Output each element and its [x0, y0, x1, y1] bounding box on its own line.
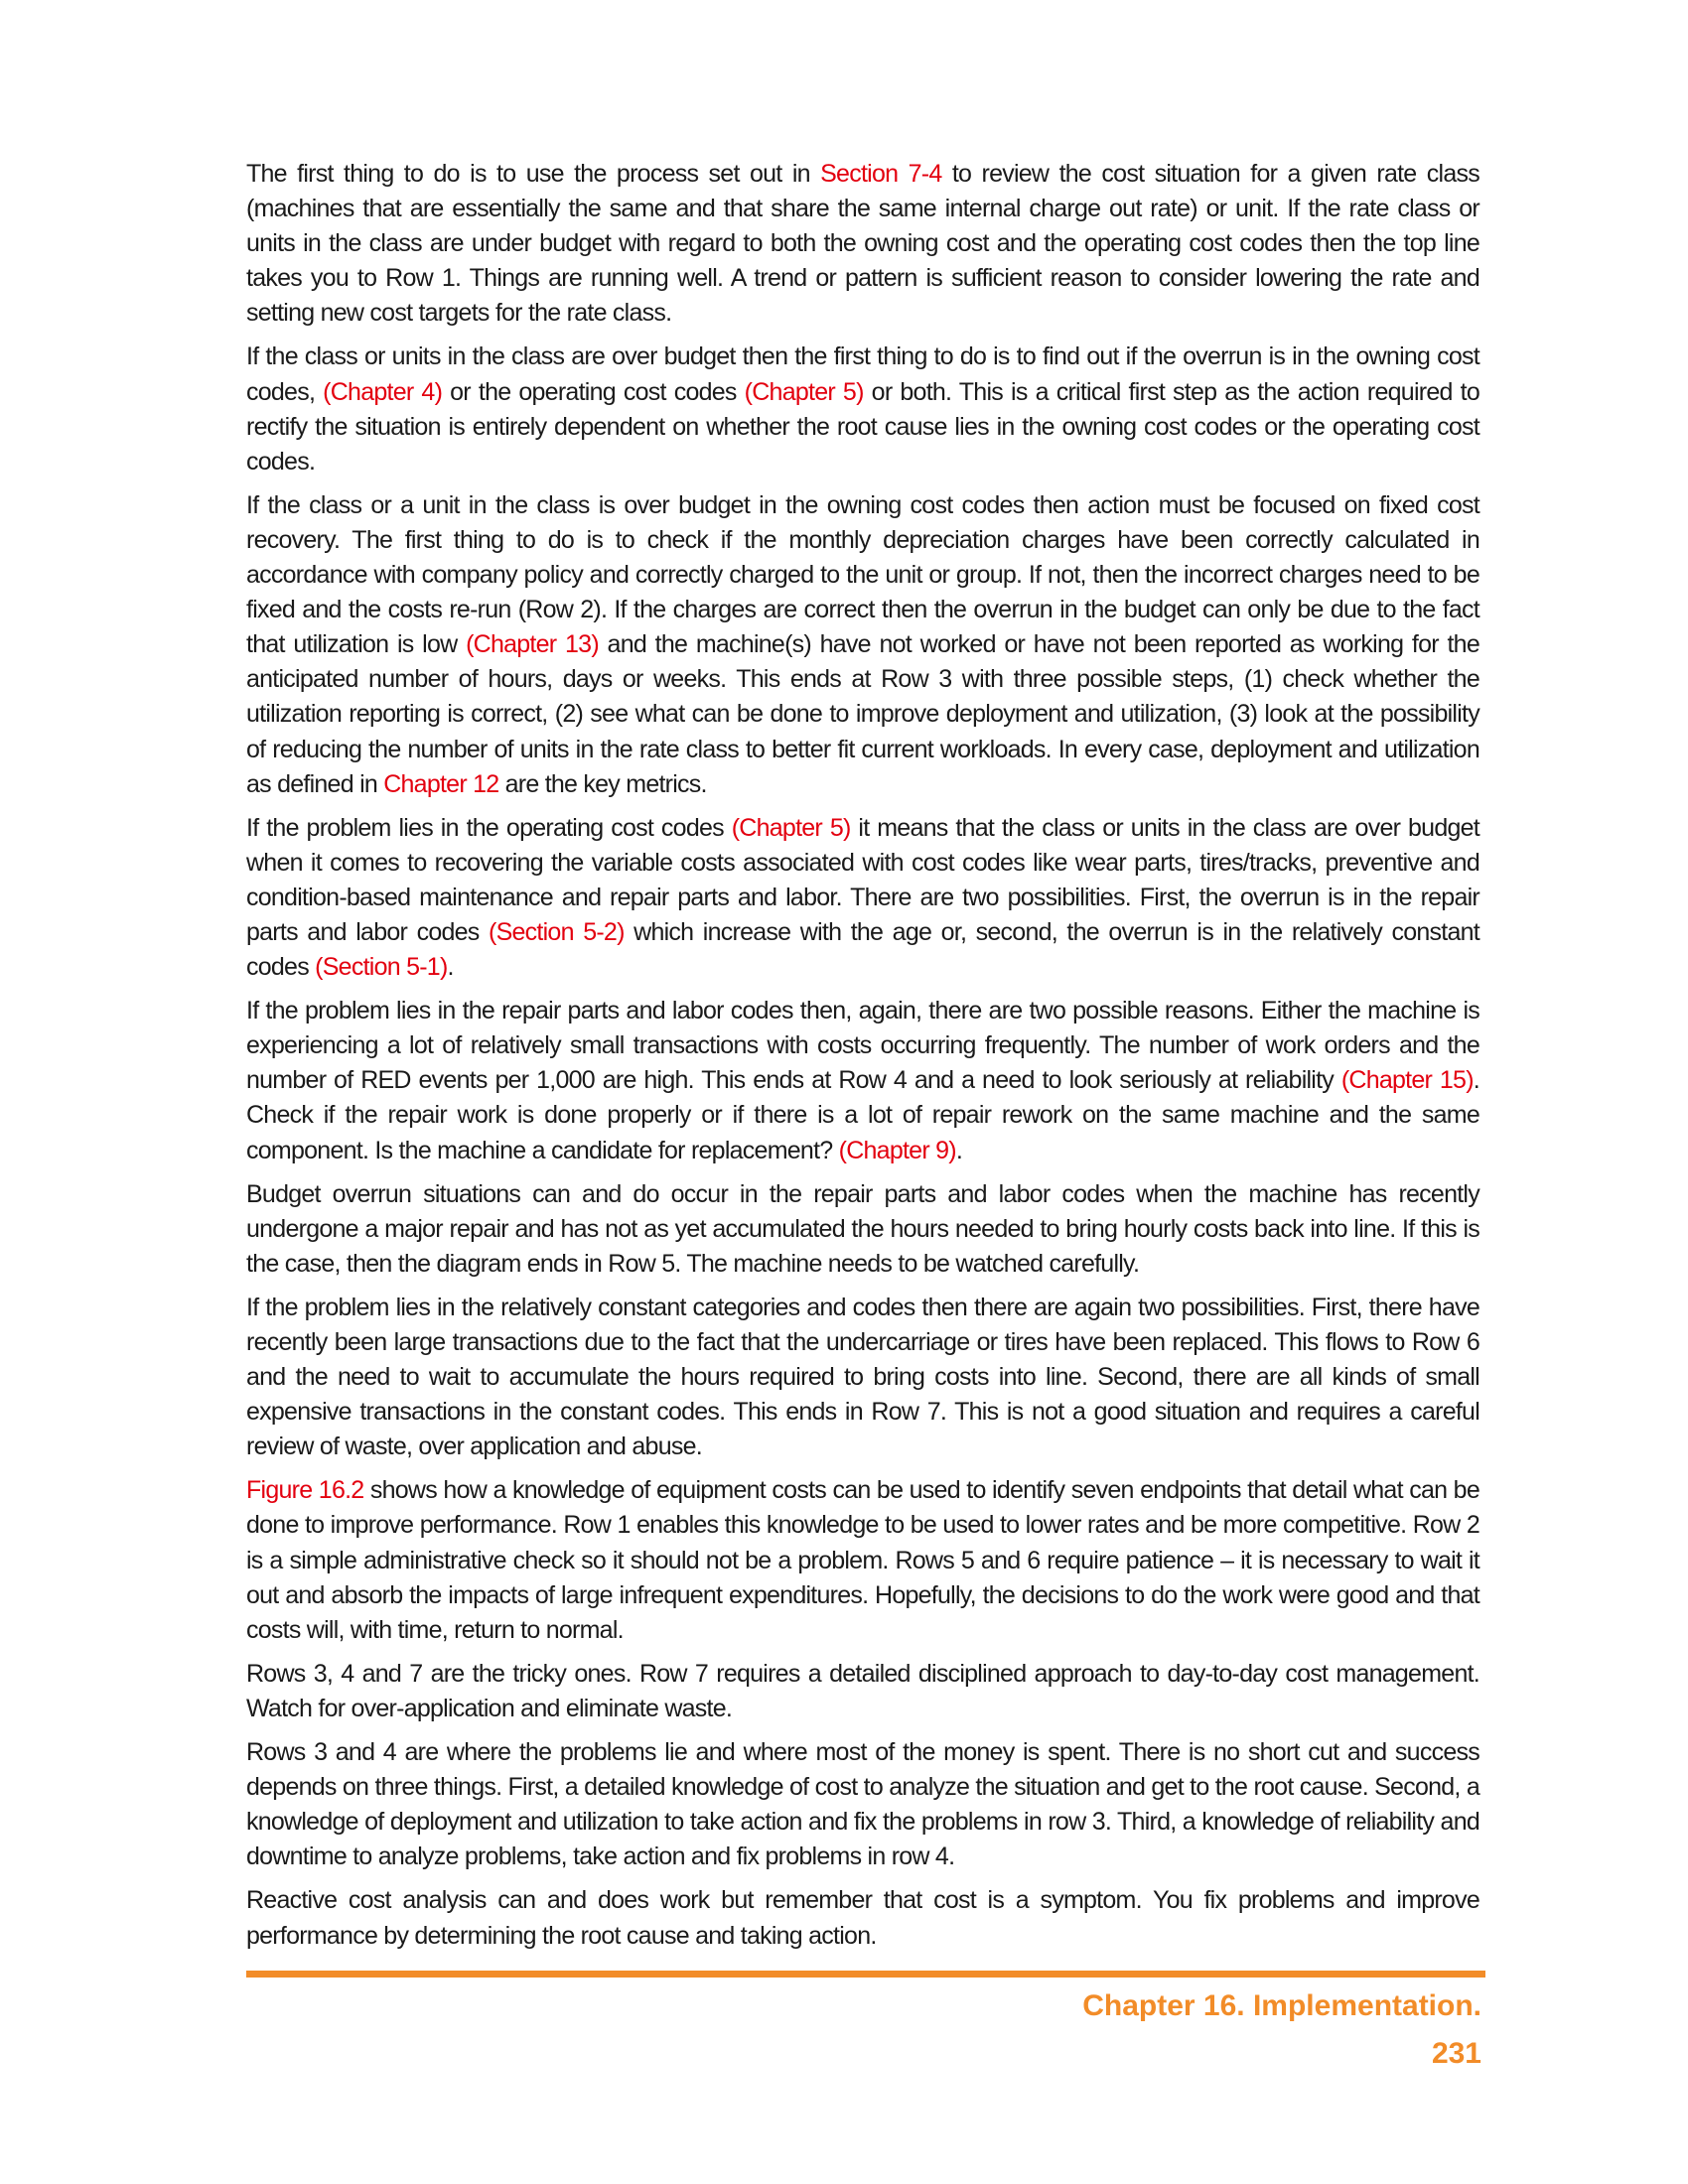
- cross-reference-link[interactable]: Figure 16.2: [246, 1476, 364, 1505]
- cross-reference-link[interactable]: (Chapter 15): [1340, 1066, 1474, 1095]
- paragraph-text: .: [447, 953, 454, 982]
- paragraph: [246, 1657, 1479, 1726]
- page-number: 231: [1431, 2037, 1481, 2070]
- paragraph: [246, 1883, 1479, 1953]
- paragraph-text: or both. This is a critical first step as the action required to rectify the situation is entirely dependent on whether the root cause lies in the owning cost codes or the operating cost codes.: [246, 377, 1479, 476]
- cross-reference-link[interactable]: (Chapter 9): [838, 1136, 956, 1164]
- paragraph-text: If the problem lies in the repair parts and labor codes then, again, there are two possible reasons. Either the machine is experiencing a lot of relatively small transactions with costs occurring frequently. The number of work orders and the number of RED events per 1,000 are high. This ends at Row 4 and a need to look seriously at reliability: [246, 997, 1479, 1095]
- footer-chapter-title: Chapter 16. Implementation.: [1082, 1989, 1481, 2022]
- cross-reference-link[interactable]: (Chapter 5): [731, 813, 851, 842]
- paragraph-text: shows how a knowledge of equipment costs can be used to identify seven endpoints that detail what can be done to improve performance. Row 1 enables this knowledge to be used to lower rates and be more competitive. Row 2 is a simple administrative check so it should not be a problem. Rows 5 and 6 require patience – it is necessary to wait it out and absorb the impacts of large infrequent expenditures. Hopefully, the decisions to do the work were good and that costs will, with time, return to normal.: [246, 1476, 1479, 1644]
- cross-reference-link[interactable]: Section 7-4: [820, 160, 942, 188]
- paragraph: [246, 488, 1479, 802]
- paragraph: [246, 157, 1479, 331]
- paragraph-text: Rows 3 and 4 are where the problems lie and where most of the money is spent. There is no short cut and success depends on three things. First, a detailed knowledge of cost to analyze the situation and get to the root cause. Second, a knowledge of deployment and utilization to take action and fix the problems in row 3. Third, a knowledge of reliability and downtime to analyze problems, take action and fix problems in row 4.: [246, 1738, 1479, 1871]
- cross-reference-link[interactable]: (Section 5-1): [315, 953, 448, 982]
- paragraph-text: If the problem lies in the operating cost codes: [246, 813, 732, 842]
- paragraph-text: If the class or a unit in the class is over budget in the owning cost codes then action must be focused on fixed cost recovery. The first thing to do is to check if the monthly depreciation charges have been correctly calculated in accordance with company policy and correctly charged to the unit or group. If not, then the incorrect charges need to be fixed and the costs re-run (Row 2). If the charges are correct then the overrun in the budget can only be due to the fact that utilization is low: [246, 490, 1479, 659]
- cross-reference-link[interactable]: (Chapter 5): [744, 377, 864, 406]
- paragraph-text: are the key metrics.: [498, 769, 707, 798]
- body-text: [246, 157, 1479, 1963]
- paragraph: [246, 340, 1479, 478]
- paragraph-text: . Check if the repair work is done properly or if there is a lot of repair rework on the same machine and the same component. Is the machine a candidate for replacement?: [246, 1066, 1479, 1164]
- cross-reference-link[interactable]: (Chapter 13): [466, 630, 599, 659]
- paragraph: [246, 1473, 1479, 1647]
- footer-rule: [246, 1971, 1485, 1978]
- paragraph: [246, 811, 1479, 985]
- paragraph-text: which increase with the age or, second, the overrun is in the relatively constant codes: [246, 917, 1479, 982]
- paragraph: [246, 1177, 1479, 1282]
- cross-reference-link[interactable]: (Chapter 4): [323, 377, 443, 406]
- paragraph-text: The first thing to do is to use the process set out in: [246, 160, 821, 188]
- paragraph: [246, 1291, 1479, 1464]
- paragraph-text: it means that the class or units in the class are over budget when it comes to recovering the variable costs associated with cost codes like wear parts, tires/tracks, preventive and condition-based maintenance and repair parts and labor. There are two possibilities. First, the overrun is in the repair parts and labor codes: [246, 813, 1479, 946]
- paragraph: [246, 1735, 1479, 1874]
- paragraph-text: If the class or units in the class are over budget then the first thing to do is to find out if the overrun is in the owning cost codes,: [246, 342, 1479, 406]
- paragraph-text: or the operating cost codes: [442, 377, 745, 406]
- paragraph-text: If the problem lies in the relatively constant categories and codes then there are again two possibilities. First, there have recently been large transactions due to the fact that the undercarriage or tires have been replaced. This flows to Row 6 and the need to wait to accumulate the hours required to bring costs into line. Second, there are all kinds of small expensive transactions in the constant codes. This ends in Row 7. This is not a good situation and requires a careful review of waste, over application and abuse.: [246, 1293, 1479, 1461]
- paragraph-text: Rows 3, 4 and 7 are the tricky ones. Row 7 requires a detailed disciplined approach to day-to-day cost management. Watch for over-application and eliminate waste.: [246, 1659, 1479, 1722]
- paragraph-text: to review the cost situation for a given rate class (machines that are essentially the same and that share the same internal charge out rate) or unit. If the rate class or units in the class are under budget with regard to both the owning cost and the operating cost codes then the top line takes you to Row 1. Things are running well. A trend or pattern is sufficient reason to consider lowering the rate and setting new cost targets for the rate class.: [246, 160, 1480, 328]
- paragraph-text: Budget overrun situations can and do occur in the repair parts and labor codes when the machine has recently undergone a major repair and has not as yet accumulated the hours needed to bring hourly costs back into line. If this is the case, then the diagram ends in Row 5. The machine needs to be watched carefully.: [246, 1179, 1479, 1278]
- cross-reference-link[interactable]: (Section 5-2): [489, 917, 625, 946]
- paragraph-text: and the machine(s) have not worked or have not been reported as working for the anticipated number of hours, days or weeks. This ends at Row 3 with three possible steps, (1) check whether the utilization reporting is correct, (2) see what can be done to improve deployment and utilization, (3) look at the possibility of reducing the number of units in the rate class to better fit current workloads. In every case, deployment and utilization as defined in: [246, 630, 1479, 798]
- paragraph-text: Reactive cost analysis can and does work but remember that cost is a symptom. You fix problems and improve performance by determining the root cause and taking action.: [246, 1886, 1479, 1950]
- paragraph: [246, 994, 1479, 1167]
- paragraph-text: .: [955, 1136, 963, 1164]
- cross-reference-link[interactable]: Chapter 12: [383, 769, 499, 798]
